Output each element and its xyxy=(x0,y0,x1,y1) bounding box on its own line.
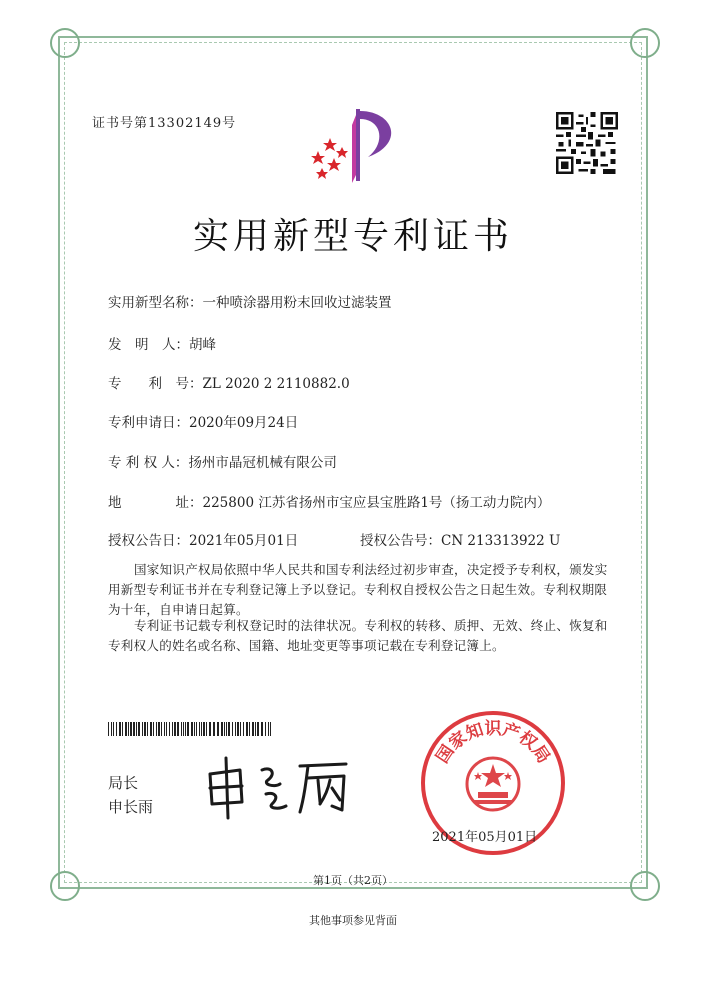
footer-note: 其他事项参见背面 xyxy=(309,914,397,927)
field-inventor xyxy=(108,333,216,353)
field-utility-model-name xyxy=(108,291,392,311)
barcode xyxy=(108,722,273,736)
field-patent-number xyxy=(108,372,350,392)
corner-ornament xyxy=(630,28,660,58)
field-value: 2021年05月01日 xyxy=(189,533,299,549)
director-title: 局长 xyxy=(108,774,139,792)
field-filing-date xyxy=(108,411,298,431)
field-value: CN 213313922 U xyxy=(441,533,561,549)
field-value: 扬州市晶冠机械有限公司 xyxy=(188,455,337,471)
field-grant-date xyxy=(108,529,298,549)
corner-ornament xyxy=(50,28,80,58)
field-value: 一种喷涂器用粉末回收过滤装置 xyxy=(202,295,392,311)
grant-statement: 国家知识产权局依照中华人民共和国专利法经过初步审查，决定授予专利权，颁发实用新型专利证书并在专利登记簿上予以登记。专利权自授权公告之日起生效。专利权期限为十年，自申请日起算。 xyxy=(108,562,608,617)
seal-date: 2021年05月01日 xyxy=(432,830,538,845)
field-patentee xyxy=(108,451,337,471)
director-name: 申长雨 xyxy=(108,798,154,816)
page-number: 第1页（共2页） xyxy=(313,874,393,887)
certificate-number: 证书号第13302149号 xyxy=(92,116,237,131)
qr-code xyxy=(556,112,618,174)
field-label: 专 利 权 人： xyxy=(108,455,189,471)
field-value: 胡峰 xyxy=(189,337,216,353)
director-signature xyxy=(196,752,366,822)
field-label: 授权公告号： xyxy=(360,533,441,549)
field-label: 实用新型名称： xyxy=(108,295,203,311)
seal-text: 国家知识产权局 xyxy=(432,719,554,768)
field-value: 225800 江苏省扬州市宝应县宝胜路1号（扬工动力院内） xyxy=(202,495,551,511)
field-address xyxy=(108,491,550,511)
field-value: 2020年09月24日 xyxy=(189,415,299,431)
legal-status-note: 专利证书记载专利权登记时的法律状况。专利权的转移、质押、无效、终止、恢复和专利权人的姓名或名称、国籍、地址变更等事项记载在专利登记簿上。 xyxy=(108,618,608,653)
patent-office-logo xyxy=(308,105,408,185)
field-label: 发 明 人： xyxy=(108,337,189,353)
field-label: 授权公告日： xyxy=(108,533,189,549)
field-grant-number xyxy=(360,529,560,549)
field-label: 专 利 号： xyxy=(108,376,203,392)
field-value: ZL 2020 2 2110882.0 xyxy=(202,376,350,392)
field-label: 专利申请日： xyxy=(108,415,189,431)
field-label: 地 址： xyxy=(108,495,203,511)
certificate-title: 实用新型专利证书 xyxy=(192,216,513,257)
